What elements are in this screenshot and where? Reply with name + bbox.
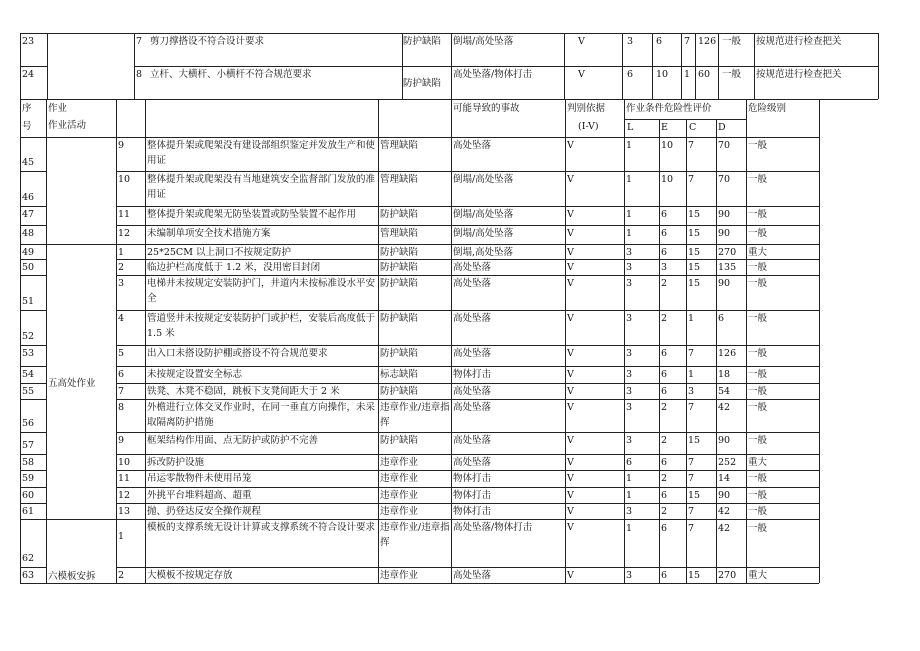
row-type-cell: 防护缺陷 xyxy=(380,348,419,359)
grid-line xyxy=(20,275,46,276)
row-accident-cell: 高处坠落 xyxy=(453,278,492,289)
row-no-cell: 47 xyxy=(22,209,35,220)
row-basis-cell: V xyxy=(567,386,574,397)
grid-line xyxy=(681,33,682,99)
row-level-cell: 重大 xyxy=(748,457,768,468)
row-accident-cell: 高处坠落 xyxy=(453,570,492,581)
row-hazard-cell: 电梯井未按规定安装防护门，井道内未按标准设水平安全 xyxy=(147,278,376,304)
row-seq-cell: 9 xyxy=(118,140,125,151)
row-level-cell: 一般 xyxy=(748,523,768,534)
row-seq-cell: 2 xyxy=(118,570,125,581)
row-hazard-cell: 整体提升架或爬架没有建设部组织鉴定并发放生产和使用证 xyxy=(147,140,376,166)
row-accident-cell: 高处坠落 xyxy=(453,140,492,151)
row-seq-cell: 8 xyxy=(118,402,125,413)
header-activity: 作业活动 xyxy=(48,120,87,131)
row-C-cell: 15 xyxy=(688,570,701,581)
row-no-cell: 55 xyxy=(22,386,35,397)
top-type-cell: 防护缺陷 xyxy=(403,36,442,47)
row-L-cell: 3 xyxy=(626,386,633,397)
row-L-cell: 1 xyxy=(626,174,633,185)
header-e: E xyxy=(661,122,668,133)
top-no-cell: 23 xyxy=(22,36,35,47)
row-L-cell: 3 xyxy=(626,247,633,258)
grid-line xyxy=(20,99,819,100)
row-L-cell: 1 xyxy=(626,228,633,239)
row-L-cell: 3 xyxy=(626,435,633,446)
row-L-cell: 3 xyxy=(626,313,633,324)
row-basis-cell: V xyxy=(567,278,574,289)
row-C-cell: 15 xyxy=(688,262,701,273)
grid-line xyxy=(46,99,47,583)
row-no-cell: 63 xyxy=(22,570,35,581)
row-E-cell: 6 xyxy=(661,523,668,534)
grid-line xyxy=(686,119,687,583)
row-hazard-cell: 拆改防护设施 xyxy=(147,457,205,468)
row-type-cell: 违章作业 xyxy=(380,457,419,468)
row-L-cell: 1 xyxy=(626,209,633,220)
row-D-cell: 42 xyxy=(718,402,731,413)
row-seq-cell: 12 xyxy=(118,228,131,239)
row-no-cell: 50 xyxy=(22,262,35,273)
row-type-cell: 违章作业 xyxy=(380,570,419,581)
row-seq-cell: 12 xyxy=(118,490,131,501)
activity-group-label: 六模板安拆 xyxy=(48,571,96,582)
row-seq-cell: 1 xyxy=(118,531,125,542)
row-D-cell: 270 xyxy=(718,570,737,581)
row-type-cell: 违章作业 xyxy=(380,473,419,484)
row-type-cell: 防护缺陷 xyxy=(380,278,419,289)
row-type-cell: 违章作业/违章指挥 xyxy=(380,402,450,428)
top-accident-cell: 倒塌/高处坠落 xyxy=(453,36,514,47)
grid-line xyxy=(624,99,625,583)
row-type-cell: 违章作业 xyxy=(380,506,419,517)
row-accident-cell: 倒塌/高处坠落 xyxy=(453,209,514,220)
row-E-cell: 2 xyxy=(661,313,668,324)
row-E-cell: 2 xyxy=(661,278,668,289)
row-E-cell: 6 xyxy=(661,209,668,220)
row-basis-cell: V xyxy=(567,262,574,273)
row-accident-cell: 高处坠落 xyxy=(453,435,492,446)
row-level-cell: 一般 xyxy=(748,435,768,446)
row-seq-cell: 13 xyxy=(118,506,131,517)
grid-line xyxy=(20,399,46,400)
row-type-cell: 防护缺陷 xyxy=(380,209,419,220)
grid-line xyxy=(20,171,46,172)
row-seq-cell: 11 xyxy=(118,473,131,484)
row-basis-cell: V xyxy=(567,435,574,446)
top-level-cell: 一般 xyxy=(722,69,742,80)
row-seq-cell: 6 xyxy=(118,369,125,380)
row-basis-cell: V xyxy=(567,247,574,258)
grid-line xyxy=(134,33,135,99)
row-D-cell: 90 xyxy=(718,278,731,289)
row-L-cell: 1 xyxy=(626,140,633,151)
row-L-cell: 3 xyxy=(626,262,633,273)
header-basis: 判别依据 xyxy=(567,103,606,114)
row-L-cell: 3 xyxy=(626,402,633,413)
row-C-cell: 7 xyxy=(688,506,695,517)
header-accident: 可能导致的事故 xyxy=(453,103,520,114)
row-basis-cell: V xyxy=(567,313,574,324)
row-E-cell: 2 xyxy=(661,506,668,517)
row-seq-cell: 11 xyxy=(118,209,131,220)
header-no: 序 xyxy=(22,103,32,114)
row-C-cell: 7 xyxy=(688,457,695,468)
grid-line xyxy=(716,119,717,583)
row-D-cell: 90 xyxy=(718,435,731,446)
row-type-cell: 管理缺陷 xyxy=(380,140,419,151)
row-accident-cell: 高处坠落 xyxy=(453,457,492,468)
row-E-cell: 2 xyxy=(661,435,668,446)
grid-line xyxy=(20,583,819,584)
header-c: C xyxy=(689,122,697,133)
row-no-cell: 61 xyxy=(22,506,35,517)
row-type-cell: 管理缺陷 xyxy=(380,228,419,239)
row-type-cell: 管理缺陷 xyxy=(380,174,419,185)
row-L-cell: 3 xyxy=(626,506,633,517)
row-hazard-cell: 25*25CM 以上洞口不按规定防护 xyxy=(147,247,291,258)
top-C-cell: 1 xyxy=(684,69,691,80)
row-E-cell: 6 xyxy=(661,386,668,397)
row-accident-cell: 物体打击 xyxy=(453,490,492,501)
header-d: D xyxy=(718,122,726,133)
row-seq-cell: 10 xyxy=(118,174,131,185)
row-accident-cell: 倒塌/高处坠落 xyxy=(453,228,514,239)
row-level-cell: 一般 xyxy=(748,402,768,413)
row-level-cell: 一般 xyxy=(748,369,768,380)
row-type-cell: 防护缺陷 xyxy=(380,435,419,446)
row-seq-cell: 4 xyxy=(118,313,125,324)
top-basis-cell: V xyxy=(578,36,585,47)
row-level-cell: 一般 xyxy=(748,278,768,289)
row-accident-cell: 高处坠落 xyxy=(453,402,492,413)
grid-line xyxy=(695,33,696,99)
row-D-cell: 42 xyxy=(718,523,731,534)
row-no-cell: 49 xyxy=(22,247,35,258)
top-measure-cell: 按规范进行检查把关 xyxy=(756,36,842,47)
row-seq-cell: 5 xyxy=(118,348,125,359)
row-seq-cell: 9 xyxy=(118,435,125,446)
row-E-cell: 2 xyxy=(661,473,668,484)
row-C-cell: 3 xyxy=(688,386,695,397)
grid-line xyxy=(145,99,146,583)
row-level-cell: 一般 xyxy=(748,140,768,151)
row-E-cell: 6 xyxy=(661,457,668,468)
row-level-cell: 一般 xyxy=(748,313,768,324)
row-D-cell: 90 xyxy=(718,228,731,239)
row-E-cell: 6 xyxy=(661,228,668,239)
row-basis-cell: V xyxy=(567,348,574,359)
row-L-cell: 1 xyxy=(626,490,633,501)
top-seq-cell: 7 xyxy=(136,36,143,47)
row-D-cell: 6 xyxy=(718,313,725,324)
top-basis-cell: V xyxy=(578,69,585,80)
top-type-cell: 防护缺陷 xyxy=(403,78,442,89)
row-level-cell: 一般 xyxy=(748,348,768,359)
row-L-cell: 6 xyxy=(626,457,633,468)
header-basis: (I-V) xyxy=(578,121,599,132)
header-level: 危险级别 xyxy=(748,103,787,114)
row-C-cell: 7 xyxy=(688,402,695,413)
row-basis-cell: V xyxy=(567,369,574,380)
grid-line xyxy=(718,33,719,99)
top-L-cell: 3 xyxy=(627,36,634,47)
row-E-cell: 10 xyxy=(661,140,674,151)
row-D-cell: 90 xyxy=(718,490,731,501)
row-no-cell: 54 xyxy=(22,369,35,380)
row-basis-cell: V xyxy=(567,570,574,581)
top-L-cell: 6 xyxy=(627,69,634,80)
row-level-cell: 一般 xyxy=(748,506,768,517)
row-basis-cell: V xyxy=(567,140,574,151)
row-accident-cell: 物体打击 xyxy=(453,506,492,517)
row-basis-cell: V xyxy=(567,506,574,517)
row-C-cell: 7 xyxy=(688,348,695,359)
row-E-cell: 10 xyxy=(661,174,674,185)
row-no-cell: 59 xyxy=(22,473,35,484)
row-accident-cell: 高处坠落/物体打击 xyxy=(453,522,533,533)
row-L-cell: 3 xyxy=(626,348,633,359)
grid-line xyxy=(622,33,623,99)
row-hazard-cell: 管道竖井未按规定安装防护门或护栏，安装后高度低于 1.5 米 xyxy=(147,313,376,339)
row-D-cell: 18 xyxy=(718,369,731,380)
row-accident-cell: 高处坠落 xyxy=(453,313,492,324)
row-level-cell: 一般 xyxy=(748,490,768,501)
header-no: 号 xyxy=(22,121,32,132)
row-E-cell: 6 xyxy=(661,247,668,258)
grid-line xyxy=(47,33,48,99)
row-E-cell: 2 xyxy=(661,402,668,413)
grid-line xyxy=(564,33,565,99)
row-basis-cell: V xyxy=(567,473,574,484)
row-C-cell: 15 xyxy=(688,278,701,289)
row-C-cell: 15 xyxy=(688,209,701,220)
row-D-cell: 42 xyxy=(718,506,731,517)
row-hazard-cell: 铁凳、木凳不稳固，跳板下支凳间距大于 2 米 xyxy=(147,386,340,397)
row-D-cell: 70 xyxy=(718,140,731,151)
row-accident-cell: 高处坠落 xyxy=(453,262,492,273)
row-type-cell: 防护缺陷 xyxy=(380,247,419,258)
row-no-cell: 60 xyxy=(22,490,35,501)
row-D-cell: 70 xyxy=(718,174,731,185)
row-no-cell: 58 xyxy=(22,457,35,468)
row-C-cell: 1 xyxy=(688,313,695,324)
grid-line xyxy=(20,99,21,583)
grid-line xyxy=(659,119,660,583)
top-hazard-cell: 立杆、大横杆、小横杆不符合规范要求 xyxy=(150,69,312,80)
row-type-cell: 标志缺陷 xyxy=(380,369,419,380)
row-hazard-cell: 未按规定设置安全标志 xyxy=(147,369,243,380)
row-D-cell: 135 xyxy=(718,262,737,273)
top-seq-cell: 8 xyxy=(136,69,143,80)
top-no-cell: 24 xyxy=(22,69,35,80)
top-accident-cell: 高处坠落/物体打击 xyxy=(453,69,533,80)
row-no-cell: 51 xyxy=(22,296,35,307)
grid-line xyxy=(878,33,879,99)
row-accident-cell: 倒塌,高处坠落 xyxy=(453,247,514,258)
row-C-cell: 7 xyxy=(688,140,695,151)
row-hazard-cell: 模板的支撑系统无设计计算或支撑系统不符合设计要求 xyxy=(147,522,376,533)
row-C-cell: 7 xyxy=(688,523,695,534)
row-level-cell: 一般 xyxy=(748,209,768,220)
row-no-cell: 56 xyxy=(22,418,35,429)
row-seq-cell: 2 xyxy=(118,262,125,273)
row-level-cell: 一般 xyxy=(748,174,768,185)
row-E-cell: 6 xyxy=(661,348,668,359)
row-no-cell: 45 xyxy=(22,157,35,168)
row-L-cell: 1 xyxy=(626,523,633,534)
grid-line xyxy=(116,99,117,583)
row-hazard-cell: 未编制单项安全技术措施方案 xyxy=(147,228,271,239)
grid-line xyxy=(819,99,820,583)
row-L-cell: 3 xyxy=(626,369,633,380)
row-type-cell: 防护缺陷 xyxy=(380,262,419,273)
grid-line xyxy=(20,33,21,99)
row-accident-cell: 倒塌/高处坠落 xyxy=(453,174,514,185)
row-hazard-cell: 框架结构作用面、点无防护或防护不完善 xyxy=(147,435,319,446)
grid-line xyxy=(451,33,452,99)
grid-line xyxy=(565,99,566,583)
grid-line xyxy=(652,33,653,99)
top-C-cell: 7 xyxy=(684,36,691,47)
row-accident-cell: 物体打击 xyxy=(453,473,492,484)
row-D-cell: 126 xyxy=(718,348,737,359)
row-type-cell: 防护缺陷 xyxy=(380,386,419,397)
row-type-cell: 防护缺陷 xyxy=(380,313,419,324)
row-E-cell: 6 xyxy=(661,369,668,380)
header-l: L xyxy=(627,122,634,133)
grid-line xyxy=(20,432,46,433)
row-D-cell: 90 xyxy=(718,209,731,220)
grid-line xyxy=(451,99,452,583)
row-hazard-cell: 抛、扔登达反安全操作规程 xyxy=(147,506,262,517)
row-C-cell: 15 xyxy=(688,490,701,501)
row-L-cell: 1 xyxy=(626,473,633,484)
row-hazard-cell: 整体提升架或爬架没有当地建筑安全监督部门发放的准用证 xyxy=(147,174,376,200)
row-level-cell: 重大 xyxy=(748,570,768,581)
row-no-cell: 48 xyxy=(22,228,35,239)
row-seq-cell: 3 xyxy=(118,278,125,289)
row-E-cell: 6 xyxy=(661,570,668,581)
row-D-cell: 252 xyxy=(718,457,737,468)
row-no-cell: 57 xyxy=(22,440,35,451)
row-level-cell: 一般 xyxy=(748,228,768,239)
row-accident-cell: 物体打击 xyxy=(453,369,492,380)
grid-line xyxy=(20,310,46,311)
row-hazard-cell: 吊运零散物件未使用吊笼 xyxy=(147,473,252,484)
row-accident-cell: 高处坠落 xyxy=(453,386,492,397)
row-no-cell: 62 xyxy=(22,553,35,564)
row-E-cell: 6 xyxy=(661,490,668,501)
row-basis-cell: V xyxy=(567,522,574,533)
top-E-cell: 6 xyxy=(656,36,663,47)
row-C-cell: 1 xyxy=(688,369,695,380)
row-no-cell: 46 xyxy=(22,192,35,203)
header-eval: 作业条件危险性评价 xyxy=(626,103,712,114)
row-D-cell: 14 xyxy=(718,473,731,484)
row-basis-cell: V xyxy=(567,209,574,220)
row-basis-cell: V xyxy=(567,490,574,501)
row-no-cell: 53 xyxy=(22,348,35,359)
row-seq-cell: 1 xyxy=(118,247,125,258)
row-D-cell: 270 xyxy=(718,247,737,258)
row-hazard-cell: 临边护栏高度低于 1.2 米，没用密目封闭 xyxy=(147,262,321,273)
top-E-cell: 10 xyxy=(656,69,669,80)
row-level-cell: 重大 xyxy=(748,247,768,258)
row-C-cell: 7 xyxy=(688,174,695,185)
grid-line xyxy=(746,99,747,583)
row-basis-cell: V xyxy=(567,402,574,413)
row-C-cell: 15 xyxy=(688,247,701,258)
top-level-cell: 一般 xyxy=(722,36,742,47)
row-basis-cell: V xyxy=(567,174,574,185)
grid-line xyxy=(754,33,755,99)
row-L-cell: 3 xyxy=(626,570,633,581)
row-hazard-cell: 整体提升架或爬架无防坠装置或防坠装置不起作用 xyxy=(147,209,357,220)
row-basis-cell: V xyxy=(567,457,574,468)
row-type-cell: 违章作业 xyxy=(380,490,419,501)
grid-line xyxy=(378,99,379,583)
row-hazard-cell: 外挑平台堆料超高、超重 xyxy=(147,490,252,501)
row-C-cell: 15 xyxy=(688,435,701,446)
row-seq-cell: 7 xyxy=(118,386,125,397)
activity-group-label: 五高处作业 xyxy=(48,378,96,389)
row-level-cell: 一般 xyxy=(748,262,768,273)
top-measure-cell: 按规范进行检查把关 xyxy=(756,69,842,80)
header-activity: 作业 xyxy=(48,103,68,114)
row-basis-cell: V xyxy=(567,228,574,239)
row-hazard-cell: 出入口未搭设防护棚或搭设不符合规范要求 xyxy=(147,348,328,359)
row-D-cell: 54 xyxy=(718,386,731,397)
row-E-cell: 3 xyxy=(661,262,668,273)
top-hazard-cell: 剪刀撑搭设不符合设计要求 xyxy=(150,36,265,47)
row-no-cell: 52 xyxy=(22,331,35,342)
row-seq-cell: 10 xyxy=(118,457,131,468)
row-hazard-cell: 大模板不按规定存放 xyxy=(147,570,233,581)
row-C-cell: 15 xyxy=(688,228,701,239)
row-level-cell: 一般 xyxy=(748,473,768,484)
row-type-cell: 违章作业/违章指挥 xyxy=(380,522,450,548)
row-C-cell: 7 xyxy=(688,473,695,484)
row-accident-cell: 高处坠落 xyxy=(453,348,492,359)
top-D-cell: 126 xyxy=(698,36,717,47)
row-hazard-cell: 外檐进行立体交叉作业时，在同一垂直方向操作，未采取隔离防护措施 xyxy=(147,402,376,428)
row-level-cell: 一般 xyxy=(748,386,768,397)
top-D-cell: 60 xyxy=(698,69,711,80)
row-L-cell: 3 xyxy=(626,278,633,289)
